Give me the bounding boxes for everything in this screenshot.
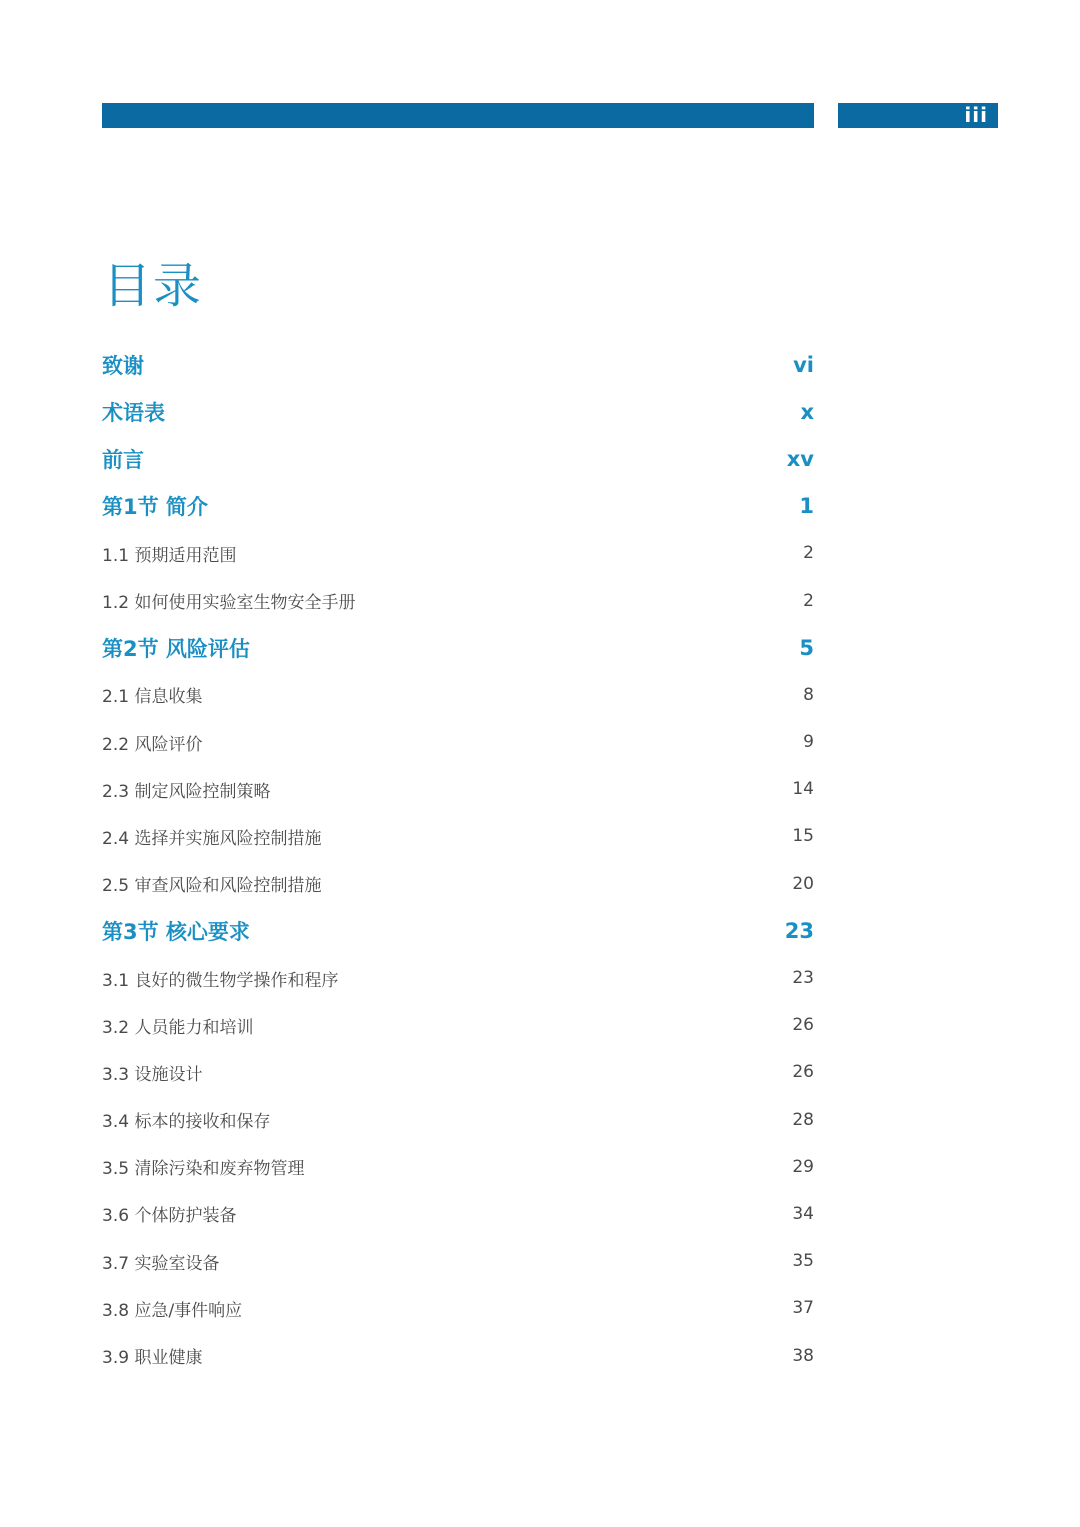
- toc-entry-page: xv: [786, 446, 814, 471]
- toc-subsection-entry[interactable]: [102, 1238, 814, 1285]
- toc-entry-label: 3.8 应急/事件响应: [102, 1300, 243, 1321]
- toc-entry-page: 26: [792, 1062, 814, 1083]
- toc-entry-label: 3.7 实验室设备: [102, 1253, 220, 1274]
- toc-entry-page: 28: [792, 1109, 814, 1130]
- toc-subsection-entry[interactable]: [102, 954, 814, 1001]
- toc-section-entry[interactable]: [102, 907, 814, 954]
- toc-entry-label: 术语表: [102, 400, 165, 425]
- toc-entry-label: 2.1 信息收集: [102, 687, 203, 708]
- toc-subsection-entry[interactable]: [102, 1190, 814, 1237]
- toc-entry-page: 34: [792, 1203, 814, 1224]
- toc-entry-page: 1: [799, 494, 814, 519]
- toc-entry-page: 15: [792, 826, 814, 847]
- table-of-contents: [102, 341, 814, 1379]
- toc-subsection-entry[interactable]: [102, 1332, 814, 1379]
- toc-entry-label: 2.2 风险评价: [102, 734, 203, 755]
- toc-entry-page: 23: [792, 968, 814, 989]
- toc-entry-label: 1.1 预期适用范围: [102, 545, 237, 566]
- toc-entry-page: 2: [803, 590, 814, 611]
- toc-entry-page: 38: [792, 1345, 814, 1366]
- toc-entry-page: 8: [803, 684, 814, 705]
- toc-entry-label: 3.3 设施设计: [102, 1064, 203, 1085]
- toc-subsection-entry[interactable]: [102, 1285, 814, 1332]
- page-title: 目录: [103, 258, 204, 314]
- toc-entry-label: 3.5 清除污染和废弃物管理: [102, 1159, 305, 1180]
- toc-subsection-entry[interactable]: [102, 671, 814, 718]
- toc-section-entry[interactable]: [102, 388, 814, 435]
- toc-entry-label: 第2节 风险评估: [102, 636, 250, 661]
- toc-section-entry[interactable]: [102, 435, 814, 482]
- toc-entry-page: 20: [792, 873, 814, 894]
- toc-entry-page: x: [800, 399, 814, 424]
- toc-entry-label: 1.2 如何使用实验室生物安全手册: [102, 593, 356, 614]
- toc-entry-page: 37: [792, 1298, 814, 1319]
- toc-subsection-entry[interactable]: [102, 577, 814, 624]
- toc-entry-label: 3.4 标本的接收和保存: [102, 1112, 271, 1133]
- toc-subsection-entry[interactable]: [102, 1002, 814, 1049]
- toc-entry-page: 5: [799, 635, 814, 660]
- toc-entry-label: 2.3 制定风险控制策略: [102, 781, 271, 802]
- toc-subsection-entry[interactable]: [102, 1096, 814, 1143]
- page-number: iii: [838, 103, 998, 128]
- header-bar: [102, 103, 814, 128]
- toc-entry-label: 第1节 简介: [102, 495, 208, 520]
- toc-entry-page: 35: [792, 1251, 814, 1272]
- toc-entry-page: 2: [803, 543, 814, 564]
- toc-entry-label: 3.1 良好的微生物学操作和程序: [102, 970, 339, 991]
- toc-subsection-entry[interactable]: [102, 813, 814, 860]
- toc-entry-label: 3.9 职业健康: [102, 1348, 203, 1369]
- toc-section-entry[interactable]: [102, 483, 814, 530]
- toc-entry-label: 致谢: [102, 353, 144, 378]
- toc-entry-label: 3.6 个体防护装备: [102, 1206, 237, 1227]
- toc-section-entry[interactable]: [102, 341, 814, 388]
- toc-entry-label: 3.2 人员能力和培训: [102, 1017, 254, 1038]
- toc-entry-page: 14: [792, 779, 814, 800]
- toc-entry-label: 2.5 审查风险和风险控制措施: [102, 876, 322, 897]
- toc-subsection-entry[interactable]: [102, 1049, 814, 1096]
- toc-subsection-entry[interactable]: [102, 530, 814, 577]
- toc-entry-page: 9: [803, 732, 814, 753]
- toc-entry-page: 29: [792, 1156, 814, 1177]
- toc-subsection-entry[interactable]: [102, 766, 814, 813]
- toc-entry-page: vi: [793, 352, 814, 377]
- toc-entry-label: 前言: [102, 447, 144, 472]
- toc-entry-page: 23: [784, 918, 814, 943]
- toc-entry-label: 第3节 核心要求: [102, 919, 250, 944]
- toc-subsection-entry[interactable]: [102, 1143, 814, 1190]
- toc-subsection-entry[interactable]: [102, 719, 814, 766]
- toc-section-entry[interactable]: [102, 624, 814, 671]
- toc-entry-label: 2.4 选择并实施风险控制措施: [102, 828, 322, 849]
- toc-subsection-entry[interactable]: [102, 860, 814, 907]
- toc-entry-page: 26: [792, 1015, 814, 1036]
